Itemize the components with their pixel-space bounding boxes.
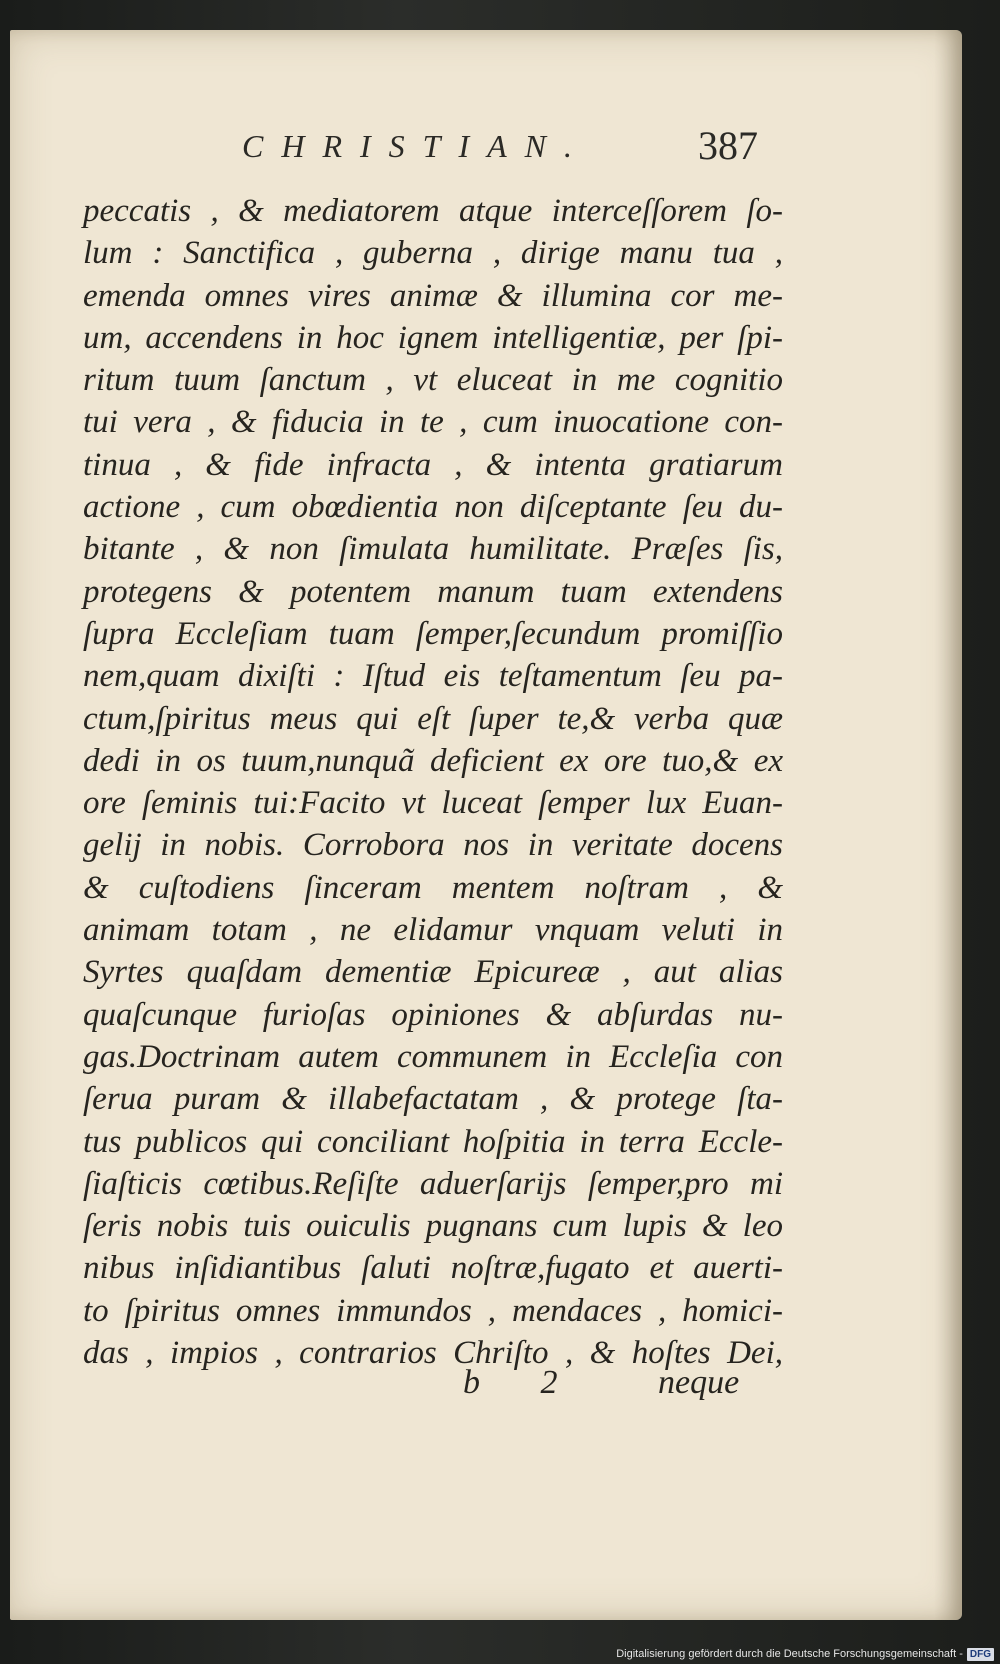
text-line: ſupra Eccleſiam tuam ſemper,ſecundum promiſſio: [83, 615, 783, 652]
text-line: nibus inſidiantibus ſaluti noſtræ,fugato et auerti-: [83, 1250, 783, 1287]
text-line: protegens & potentem manum tuam extendens: [83, 573, 783, 610]
credit-text: Digitalisierung gefördert durch die Deutsche Forschungsgemeinschaft -: [616, 1648, 963, 1660]
book-page: [10, 30, 962, 1620]
text-line: bitante , & non ſimulata humilitate. Præſes ſis,: [83, 531, 783, 568]
signature-mark: b 2: [463, 1364, 584, 1401]
text-line: peccatis , & mediatorem atque interceſſorem ſo-: [83, 193, 783, 229]
text-line: ſeris nobis tuis ouiculis pugnans cum lupis & leo: [83, 1208, 783, 1245]
text-line: to ſpiritus omnes immundos , mendaces , homici-: [83, 1292, 783, 1329]
text-line: tinua , & fide infracta , & intenta gratiarum: [83, 446, 783, 483]
text-line: lum : Sanctifica , guberna , dirige manu tua ,: [83, 235, 783, 272]
text-line: dedi in os tuum,nunquã deficient ex ore tuo,& ex: [83, 742, 783, 779]
text-line: quaſcunque furioſas opiniones & abſurdas nu-: [83, 996, 783, 1033]
page-number: 387: [698, 123, 758, 168]
running-head: [10, 122, 962, 182]
text-line: actione , cum obœdientia non diſceptante ſeu du-: [83, 489, 783, 526]
text-line: nem,quam dixiſti : Iſtud eis teſtamentum ſeu pa-: [83, 658, 783, 695]
digitization-credit: [616, 1646, 994, 1662]
text-line: ritum tuum ſanctum , vt eluceat in me cognitio: [83, 362, 783, 399]
text-line: tui vera , & fiducia in te , cum inuocatione con-: [83, 404, 783, 441]
dfg-logo-icon: DFG: [967, 1648, 994, 1661]
text-line: ore ſeminis tui:Facito vt luceat ſemper lux Euan-: [83, 785, 783, 822]
text-line: Syrtes quaſdam dementiæ Epicureæ , aut alias: [83, 954, 783, 991]
text-line: ſiaſticis cœtibus.Reſiſte aduerſarijs ſemper,pro mi: [83, 1165, 783, 1202]
text-line: ſerua puram & illabefactatam , & protege ſta-: [83, 1081, 783, 1118]
page-foot: [10, 1360, 962, 1410]
running-title: CHRISTIAN.: [242, 128, 590, 164]
text-line: & cuſtodiens ſinceram mentem noſtram , &: [83, 869, 783, 906]
text-line: animam totam , ne elidamur vnquam veluti in: [83, 912, 783, 949]
text-line: gelij in nobis. Corrobora nos in veritate docens: [83, 827, 783, 864]
text-line: tus publicos qui conciliant hoſpitia in terra Eccle-: [83, 1123, 783, 1160]
text-line: emenda omnes vires animæ & illumina cor me-: [83, 277, 783, 314]
text-line: um, accendens in hoc ignem intelligentiæ, per ſpi-: [83, 319, 783, 356]
body-text: [83, 190, 783, 1374]
text-line: das , impios , contrarios Chriſto , & hoſtes Dei,: [83, 1335, 783, 1372]
catchword: neque: [658, 1364, 740, 1401]
text-line: ctum,ſpiritus meus qui eſt ſuper te,& verba quæ: [83, 700, 783, 737]
text-line: gas.Doctrinam autem communem in Eccleſia con: [83, 1038, 783, 1075]
